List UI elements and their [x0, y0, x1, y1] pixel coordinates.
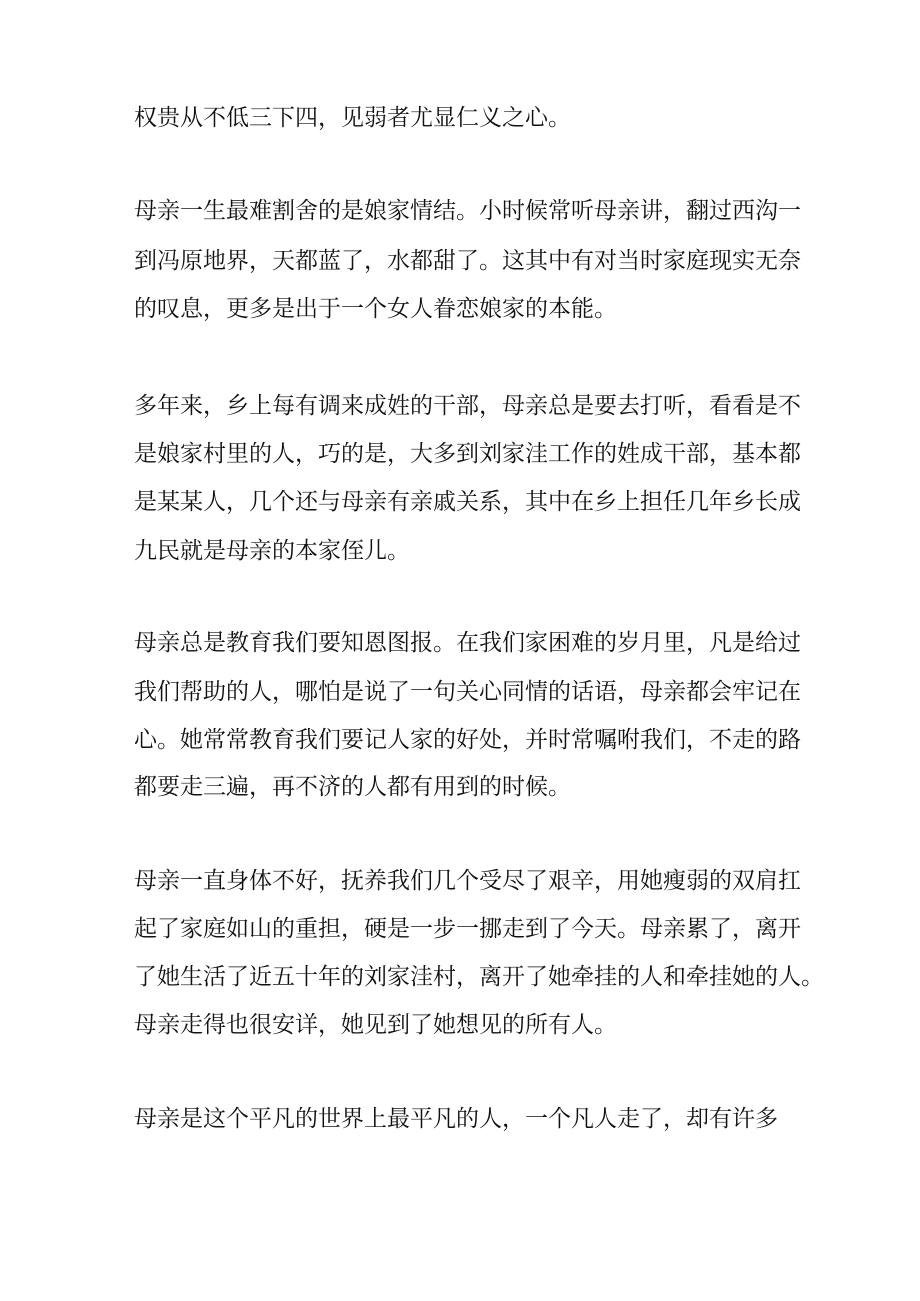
paragraph-2-line-3: 的叹息，更多是出于一个女人眷恋娘家的本能。	[134, 296, 617, 322]
paragraph-4-line-4: 都要走三遍，再不济的人都有用到的时候。	[134, 774, 571, 800]
paragraph-2-line-1: 母亲一生最难割舍的是娘家情结。小时候常听母亲讲，翻过西沟一	[134, 198, 801, 224]
paragraph-3-line-4: 九民就是母亲的本家侄儿。	[134, 538, 410, 564]
paragraph-2-line-2: 到冯原地界，天都蓝了，水都甜了。这其中有对当时家庭现实无奈	[134, 248, 801, 274]
paragraph-3-line-2: 是娘家村里的人，巧的是，大多到刘家洼工作的姓成干部，基本都	[134, 441, 801, 467]
paragraph-6-line-1: 母亲是这个平凡的世界上最平凡的人，一个凡人走了，却有许多	[134, 1106, 778, 1132]
paragraph-5-line-4: 母亲走得也很安详，她见到了她想见的所有人。	[134, 1012, 617, 1038]
paragraph-4-line-2: 我们帮助的人，哪怕是说了一句关心同情的话语，母亲都会牢记在	[134, 679, 801, 705]
paragraph-3-line-1: 多年来，乡上每有调来成姓的干部，母亲总是要去打听，看看是不	[134, 393, 801, 419]
paragraph-1-line-1: 权贵从不低三下四，见弱者尤显仁义之心。	[134, 105, 571, 131]
paragraph-5-line-1: 母亲一直身体不好，抚养我们几个受尽了艰辛，用她瘦弱的双肩扛	[134, 868, 801, 894]
paragraph-4-line-3: 心。她常常教育我们要记人家的好处，并时常嘱咐我们，不走的路	[134, 727, 801, 753]
paragraph-4-line-1: 母亲总是教育我们要知恩图报。在我们家困难的岁月里，凡是给过	[134, 630, 801, 656]
paragraph-5-line-3: 了她生活了近五十年的刘家洼村，离开了她牵挂的人和牵挂她的人。	[134, 964, 824, 990]
paragraph-5-line-2: 起了家庭如山的重担，硬是一步一挪走到了今天。母亲累了，离开	[134, 916, 801, 942]
paragraph-3-line-3: 是某某人，几个还与母亲有亲戚关系，其中在乡上担任几年乡长成	[134, 489, 801, 515]
